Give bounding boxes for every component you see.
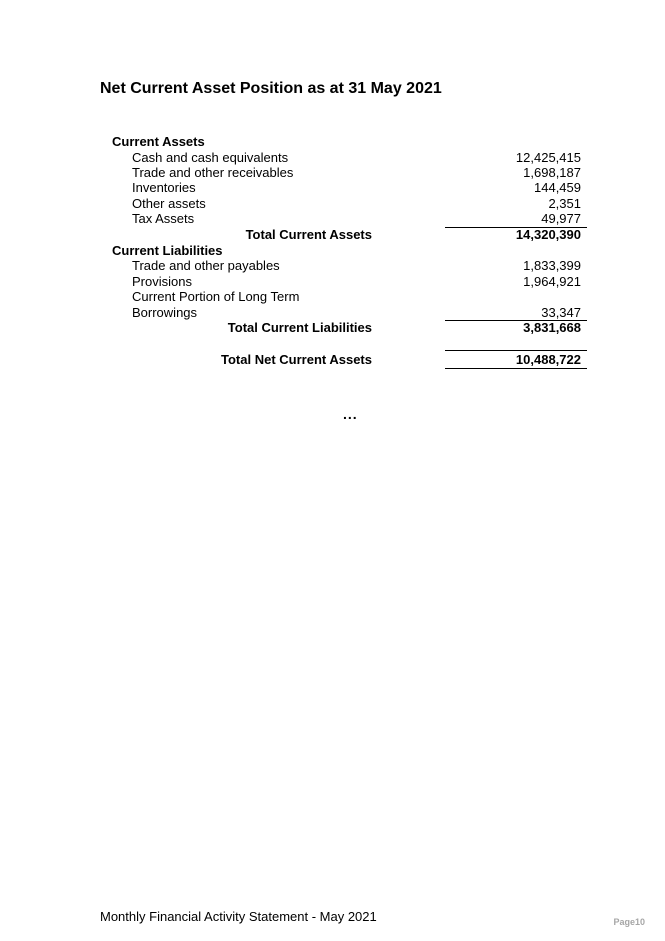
row-label: Inventories [132,180,196,195]
table-row [0,211,665,227]
row-value: 144,459 [534,180,581,195]
row-label: Trade and other receivables [132,165,294,180]
row-label: Trade and other payables [132,258,280,273]
table-row [0,258,665,274]
total-row-current-liabilities [0,320,665,336]
row-value: 1,698,187 [523,165,581,180]
net-top-rule [445,350,587,351]
ellipsis-marker: ... [343,406,358,422]
row-label: Borrowings [132,305,198,320]
section-heading-current-assets [0,134,665,150]
section-heading-current-liabilities [0,243,665,259]
total-value: 14,320,390 [515,227,581,242]
total-value: 10,488,722 [515,352,581,367]
table-row [0,305,665,321]
row-label: Cash and cash equivalents [132,150,289,165]
row-value: 2,351 [548,196,581,211]
row-value: 1,833,399 [523,258,581,273]
row-value: 1,964,921 [523,274,581,289]
page-footer: Monthly Financial Activity Statement - May 2021 [100,909,377,924]
row-label: Provisions [132,274,192,289]
row-label: Current Portion of Long Term [132,289,300,304]
table-row [0,289,665,305]
row-value: 49,977 [541,211,581,226]
table-row [0,274,665,290]
page-number: Page10 [613,917,645,927]
row-value: 33,347 [541,305,581,320]
table-row [0,165,665,181]
row-label: Other assets [132,196,206,211]
table-row [0,180,665,196]
row-value: 12,425,415 [515,150,581,165]
total-value: 3,831,668 [523,320,581,335]
table-row [0,150,665,166]
total-label: Total Net Current Assets [221,352,372,367]
total-label: Total Current Liabilities [227,320,372,335]
total-label: Total Current Assets [245,227,372,242]
section-heading-label: Current Assets [112,134,205,149]
table-row [0,196,665,212]
total-row-current-assets [0,227,665,243]
page-title: Net Current Asset Position as at 31 May 2021 [100,80,442,97]
row-label: Tax Assets [132,211,195,226]
total-row-net-current-assets [0,352,665,368]
net-bottom-rule [445,368,587,369]
section-heading-label: Current Liabilities [112,243,223,258]
